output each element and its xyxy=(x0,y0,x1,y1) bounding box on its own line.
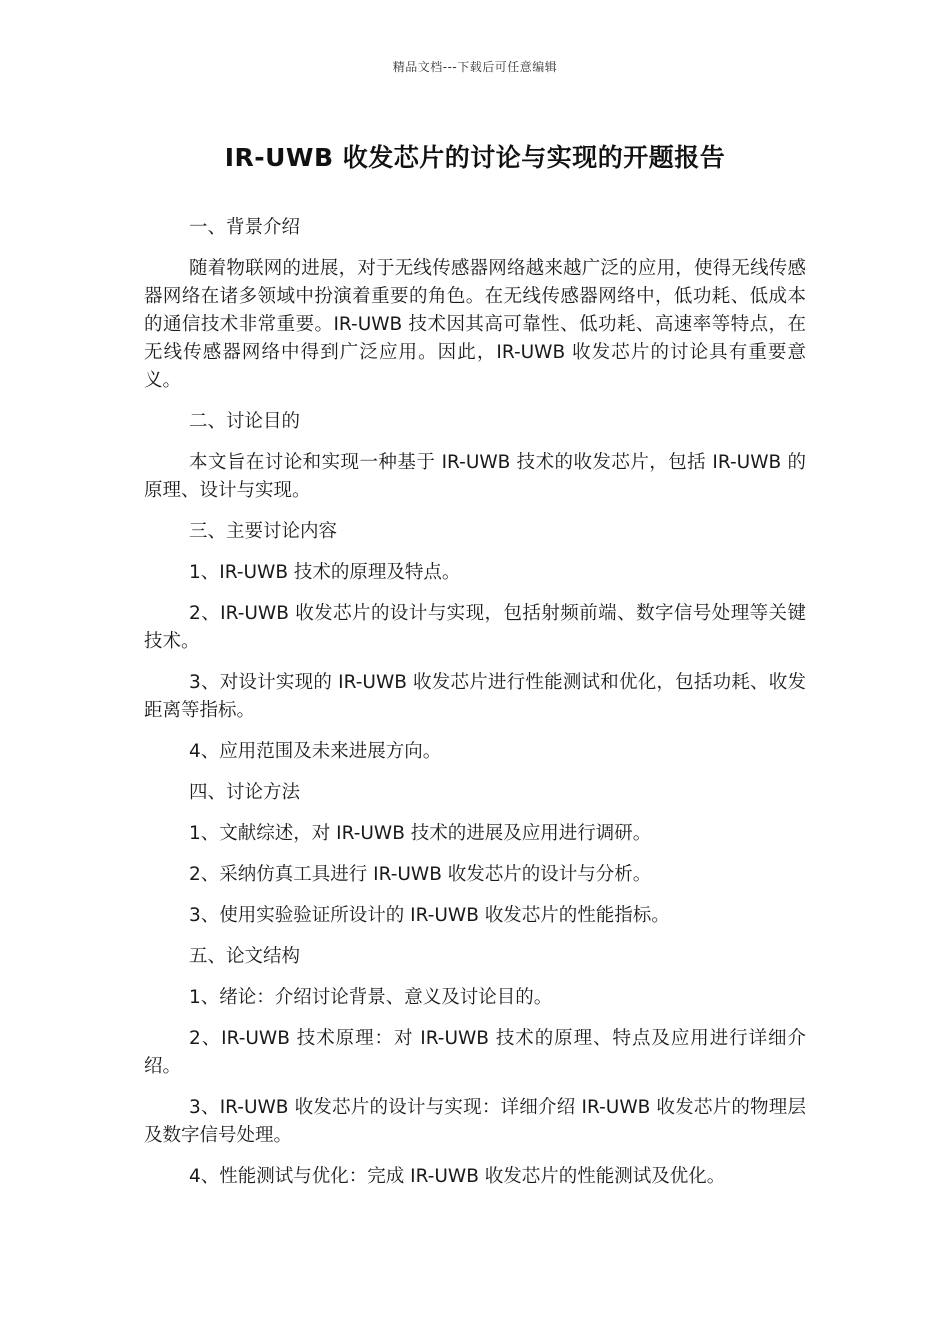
list-item: 4、应用范围及未来进展方向。 xyxy=(189,741,442,762)
paragraph-purpose: 本文旨在讨论和实现一种基于 IR-UWB 技术的收发芯片，包括 IR-UWB 的原理、设计与实现。 xyxy=(144,452,806,501)
list-item: 2、采纳仿真工具进行 IR-UWB 收发芯片的设计与分析。 xyxy=(189,864,652,885)
list-item: 3、IR-UWB 收发芯片的设计与实现：详细介绍 IR-UWB 收发芯片的物理层及数字信号处理。 xyxy=(144,1097,806,1146)
list-item: 3、使用实验验证所设计的 IR-UWB 收发芯片的性能指标。 xyxy=(189,905,670,926)
list-item: 2、IR-UWB 收发芯片的设计与实现，包括射频前端、数字信号处理等关键技术。 xyxy=(144,603,806,652)
list-item: 3、对设计实现的 IR-UWB 收发芯片进行性能测试和优化，包括功耗、收发距离等指标。 xyxy=(144,672,806,721)
list-item: 2、IR-UWB 技术原理：对 IR-UWB 技术的原理、特点及应用进行详细介绍。 xyxy=(144,1028,806,1077)
list-item: 1、IR-UWB 技术的原理及特点。 xyxy=(189,562,461,583)
document-body xyxy=(144,214,806,1204)
section-heading-methods: 四、讨论方法 xyxy=(189,782,301,803)
list-item: 1、绪论：介绍讨论背景、意义及讨论目的。 xyxy=(189,987,553,1008)
section-heading-main-content: 三、主要讨论内容 xyxy=(189,521,338,542)
page-header: 精品文档---下载后可任意编辑 xyxy=(392,60,558,74)
paragraph-background: 随着物联网的进展，对于无线传感器网络越来越广泛的应用，使得无线传感器网络在诸多领域中扮演着重要的角色。在无线传感器网络中，低功耗、低成本的通信技术非常重要。IR-UWB 技术因其高可靠性、低功耗、高速率等特点，在无线传感器网络中得到广泛应用。因此，IR-UWB 收发芯片的讨论具有重要意义。 xyxy=(144,258,806,391)
section-heading-structure: 五、论文结构 xyxy=(189,946,301,967)
list-item: 1、文献综述，对 IR-UWB 技术的进展及应用进行调研。 xyxy=(189,823,652,844)
section-heading-purpose: 二、讨论目的 xyxy=(189,411,301,432)
list-item: 4、性能测试与优化：完成 IR-UWB 收发芯片的性能测试及优化。 xyxy=(189,1166,726,1187)
section-heading-background: 一、背景介绍 xyxy=(189,217,301,238)
document-title: IR-UWB 收发芯片的讨论与实现的开题报告 xyxy=(224,143,726,172)
